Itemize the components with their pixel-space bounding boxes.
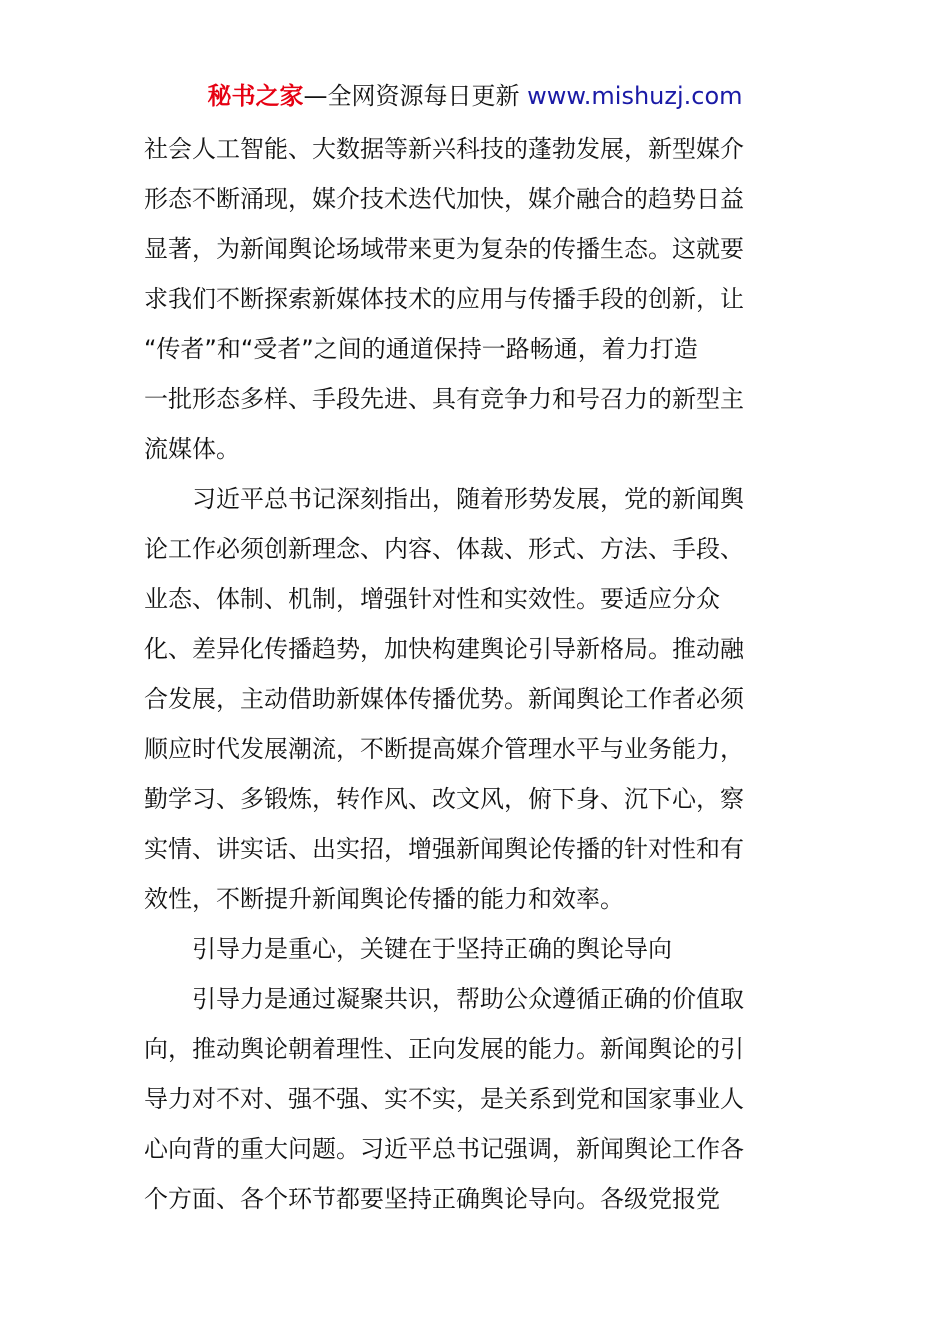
text-line: 一批形态多样、手段先进、具有竞争力和号召力的新型主 [144,385,744,413]
text-line: 业态、体制、机制，增强针对性和实效性。要适应分众 [144,585,720,613]
text-line: 求我们不断探索新媒体技术的应用与传播手段的创新，让 [144,285,744,313]
text-line: 化、差异化传播趋势，加快构建舆论引导新格局。推动融 [144,635,744,663]
paragraph-start-line: 引导力是通过凝聚共识，帮助公众遵循正确的价值取 [192,985,744,1013]
text-line: 实情、讲实话、出实招，增强新闻舆论传播的针对性和有 [144,835,744,863]
text-line: 导力对不对、强不强、实不实，是关系到党和国家事业人 [144,1085,744,1113]
text-line: 社会人工智能、大数据等新兴科技的蓬勃发展，新型媒介 [144,135,744,163]
text-line: 个方面、各个环节都要坚持正确舆论导向。各级党报党 [144,1185,720,1213]
text-line: 形态不断涌现，媒介技术迭代加快，媒介融合的趋势日益 [144,185,744,213]
brand-name: 秘书之家 [207,82,304,110]
document-body [144,124,808,1224]
text-line: 向，推动舆论朝着理性、正向发展的能力。新闻舆论的引 [144,1035,744,1063]
text-line: 效性，不断提升新闻舆论传播的能力和效率。 [144,885,624,913]
section-heading: 引导力是重心，关键在于坚持正确的舆论导向 [192,935,672,963]
text-line: 勤学习、多锻炼，转作风、改文风，俯下身、沉下心，察 [144,785,744,813]
text-line: 心向背的重大问题。习近平总书记强调，新闻舆论工作各 [144,1135,744,1163]
text-line: 论工作必须创新理念、内容、体裁、形式、方法、手段、 [144,535,744,563]
header-tagline: —全网资源每日更新 [303,82,528,110]
paragraph-start-line: 习近平总书记深刻指出，随着形势发展，党的新闻舆 [192,485,744,513]
text-line: 合发展，主动借助新媒体传播优势。新闻舆论工作者必须 [144,685,744,713]
text-line: 显著，为新闻舆论场域带来更为复杂的传播生态。这就要 [144,235,744,263]
site-url-link[interactable]: www.mishuzj.com [527,82,743,110]
page-header [0,80,950,112]
text-line: “传者”和“受者”之间的通道保持一路畅通，着力打造 [144,335,698,363]
text-line: 流媒体。 [144,435,240,463]
text-line: 顺应时代发展潮流，不断提高媒介管理水平与业务能力， [144,735,744,763]
